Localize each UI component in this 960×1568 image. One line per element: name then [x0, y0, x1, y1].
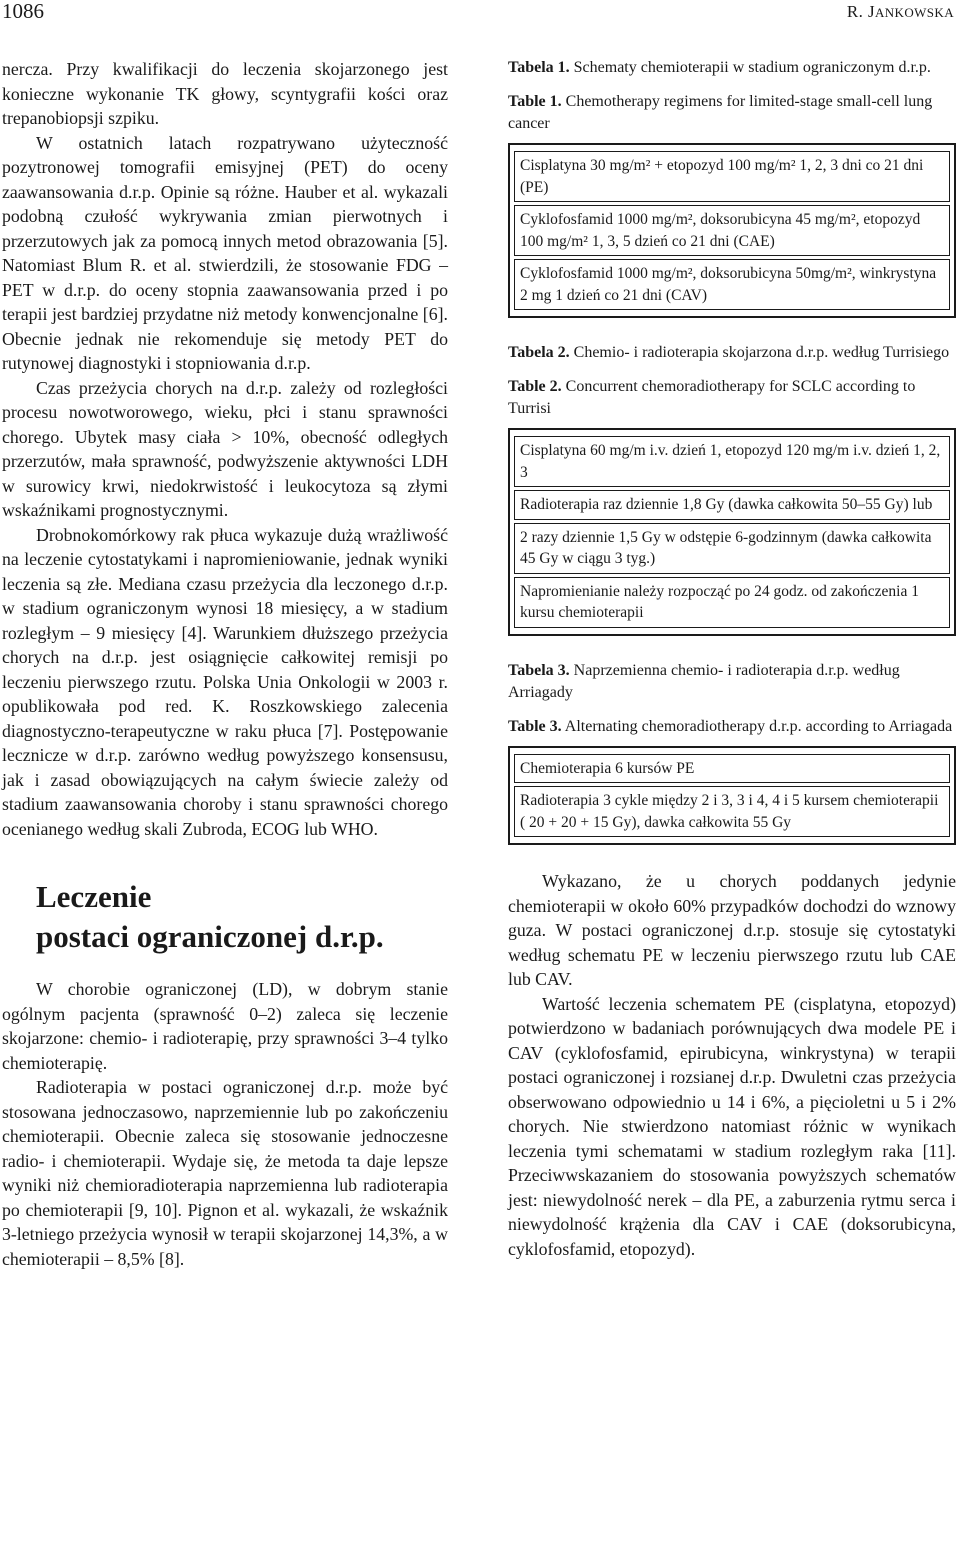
table-caption-en [508, 91, 956, 135]
body-paragraph: Czas przeżycia chorych na d.r.p. zależy od rozległości procesu nowotworowego, wieku, płci i stanu sprawności chorego. Ubytek masy ciała > 10%, obecność odległych przerzutów, mała sprawność, podwyższenie aktywności LDH w surowicy krwi, niedokrwistość i leukocytoza są złymi wskaźnikami prognostycznymi. [2, 377, 448, 520]
table-row: Napromienianie należy rozpocząć po 24 godz. od zakończenia 1 kursu chemioterapii [514, 577, 950, 628]
table-row: Cyklofosfamid 1000 mg/m², doksorubicyna 50mg/m², winkrystyna 2 mg 1 dzień co 21 dni (CAV) [514, 259, 950, 310]
table-row: Chemioterapia 6 kursów PE [514, 754, 950, 784]
table-row: 2 razy dziennie 1,5 Gy w odstępie 6-godzinnym (dawka całkowita 45 Gy w ciągu 3 tyg.) [514, 523, 950, 574]
section-heading [36, 877, 448, 957]
running-header [0, 0, 960, 28]
right-column [508, 57, 956, 1261]
table-row: Cisplatyna 30 mg/m² + etopozyd 100 mg/m² 1, 2, 3 dni co 21 dni (PE) [514, 151, 950, 202]
table-row: Cyklofosfamid 1000 mg/m², doksorubicyna 45 mg/m², etopozyd 100 mg/m² 1, 3, 5 dzień co 21 dni (CAE) [514, 205, 950, 256]
table-caption-pl [508, 342, 956, 364]
author-rest: ANKOWSKA [874, 5, 954, 20]
body-paragraph: nercza. Przy kwalifikacji do leczenia skojarzonego jest konieczne wykonanie TK głowy, scyntygrafii kości oraz trepanobiopsji szpiku. [2, 59, 448, 128]
table-label: Table 1. [508, 93, 562, 110]
heading-line: postaci ograniczonej d.r.p. [36, 919, 384, 954]
body-paragraph: Radioterapia w postaci ograniczonej d.r.p. może być stosowana jednoczasowo, naprzemiennie lub po zakończeniu chemioterapii. Obecnie zaleca się stosowanie jednoczesne radio- i chemioterapii. Wydaje się, że metoda ta daje lepsze wyniki niż chemioradioterapia naprzemienna lub radioterapia po chemioterapii [9, 10]. Pignon et al. wykazali, że wskaźnik 3-letniego przeżycia wynosił w terapii skojarzonej 14,3%, a w chemioterapii – 8,5% [8]. [2, 1077, 448, 1269]
right-body-text [508, 869, 956, 1261]
caption-text: Schematy chemioterapii w stadium ograniczonym d.r.p. [569, 59, 931, 76]
table-row: Cisplatyna 60 mg/m i.v. dzień 1, etopozyd 120 mg/m i.v. dzień 1, 2, 3 [514, 436, 950, 487]
body-paragraph: Drobnokomórkowy rak płuca wykazuje dużą wrażliwość na leczenie cytostatykami i napromieniowanie, jednak wyniki leczenia są złe. Mediana czasu przeżycia dla leczonego d.r.p. w stadium ograniczonym wynosi 18 miesięcy, a w stadium rozległym – 9 miesięcy [4]. Warunkiem dłuższego przeżycia chorych na d.r.p. jest osiągnięcie całkowitej remisji po leczeniu pierwszego rzutu. Polska Unia Onkologii w 2003 r. opublikowała pod red. K. Roszkowskiego zalecenia diagnostyczno-terapeutyczne w raku płuca [7]. Postępowanie lecznicze w d.r.p. zarówno według powyższego konsensusu, jak i zasad obowiązujących na całym świecie zależy od stadium zaawansowania choroby i stanu sprawności chorego ocenianego według skali Zubroda, ECOG lub WHO. [2, 524, 448, 839]
caption-text: Naprzemienna chemio- i radioterapia d.r.p. według Arriagady [508, 661, 900, 701]
table-caption-pl [508, 660, 956, 704]
heading-line: Leczenie [36, 879, 152, 914]
table-label: Tabela 3. [508, 661, 570, 679]
table-frame [508, 428, 956, 636]
table-label: Tabela 1. [508, 59, 570, 76]
table-label: Table 3. [508, 717, 562, 735]
table-label: Tabela 2. [508, 344, 570, 361]
caption-text: Alternating chemoradiotherapy d.r.p. according to Arriagada [561, 717, 953, 735]
body-paragraph: W ostatnich latach rozpatrywano użyteczność pozytronowej tomografii emisyjnej (PET) do oceny zaawansowania d.r.p. Opinie są różne. Hauber et al. wykazali podobną czułość wykrywania zmian pierwotnych i przerzutowych jak za pomocą innych metod obrazowania [5]. Natomiast Blum R. et al. stwierdzili, że stosowanie FDG – PET w d.r.p. do oceny stopnia zaawansowania przed i po terapii jest bardziej przydatne niż metody konwencjonalne [6]. Obecnie jednak nie rekomenduje się metody PET do rutynowej diagnostyki i stopniowania d.r.p. [2, 132, 448, 373]
table-frame [508, 143, 956, 318]
body-paragraph: Wartość leczenia schematem PE (cisplatyna, etopozyd) potwierdzono w badaniach porównujących dwa modele PE i CAV (cyklofosfamid, epirubicyna, winkrystyna) w terapii postaci ograniczonej i rozsianej d.r.p. Dwuletni czas przeżycia obserwowano odpowiednio u 14 i 6%, a pięcioletni u 5 i 2% chorych. Nie stwierdzono natomiast różnic w wynikach leczenia tymi schematami w stadium rozległym raka [11]. Przeciwwskazaniem do stosowania powyższych schematów jest: niewydolność nerek – dla PE, a zaburzenia rytmu serca i niewydolność krążenia dla CAV i CAE (doksorubicyna, cyklofosfamid, etopozyd). [508, 993, 956, 1259]
body-paragraph: W chorobie ograniczonej (LD), w dobrym stanie ogólnym pacjenta (sprawność 0–2) zaleca się leczenie skojarzone: chemio- i radioterapię, przy sprawności 3–4 tylko chemioterapię. [2, 979, 448, 1073]
table-2 [508, 342, 956, 636]
table-label: Table 2. [508, 378, 562, 395]
table-3 [508, 660, 956, 846]
running-author [847, 2, 954, 22]
caption-text: Chemotherapy regimens for limited-stage small-cell lung cancer [508, 93, 933, 132]
body-paragraph: Wykazano, że u chorych poddanych jedynie chemioterapii w około 60% przypadków dochodzi do wznowy guza. W postaci ograniczonej d.r.p. stosuje się cytostatyki według schematu PE w leczeniu pierwszego rzutu lub CAE lub CAV. [508, 871, 956, 989]
author-initial: R. J [846, 2, 875, 21]
table-row: Radioterapia raz dziennie 1,8 Gy (dawka całkowita 50–55 Gy) lub [514, 490, 950, 520]
table-caption-en [508, 716, 956, 738]
left-column [2, 57, 448, 1271]
table-caption-en [508, 376, 956, 420]
table-caption-pl [508, 57, 956, 79]
table-row: Radioterapia 3 cykle między 2 i 3, 3 i 4, 4 i 5 kursem chemioterapii ( 20 + 20 + 15 Gy), dawka całkowita 55 Gy [514, 786, 950, 837]
caption-text: Concurrent chemoradiotherapy for SCLC according to Turrisi [508, 378, 916, 417]
page-number: 1086 [2, 0, 44, 23]
table-1 [508, 57, 956, 318]
table-frame [508, 746, 956, 846]
caption-text: Chemio- i radioterapia skojarzona d.r.p. według Turrisiego [569, 344, 950, 361]
